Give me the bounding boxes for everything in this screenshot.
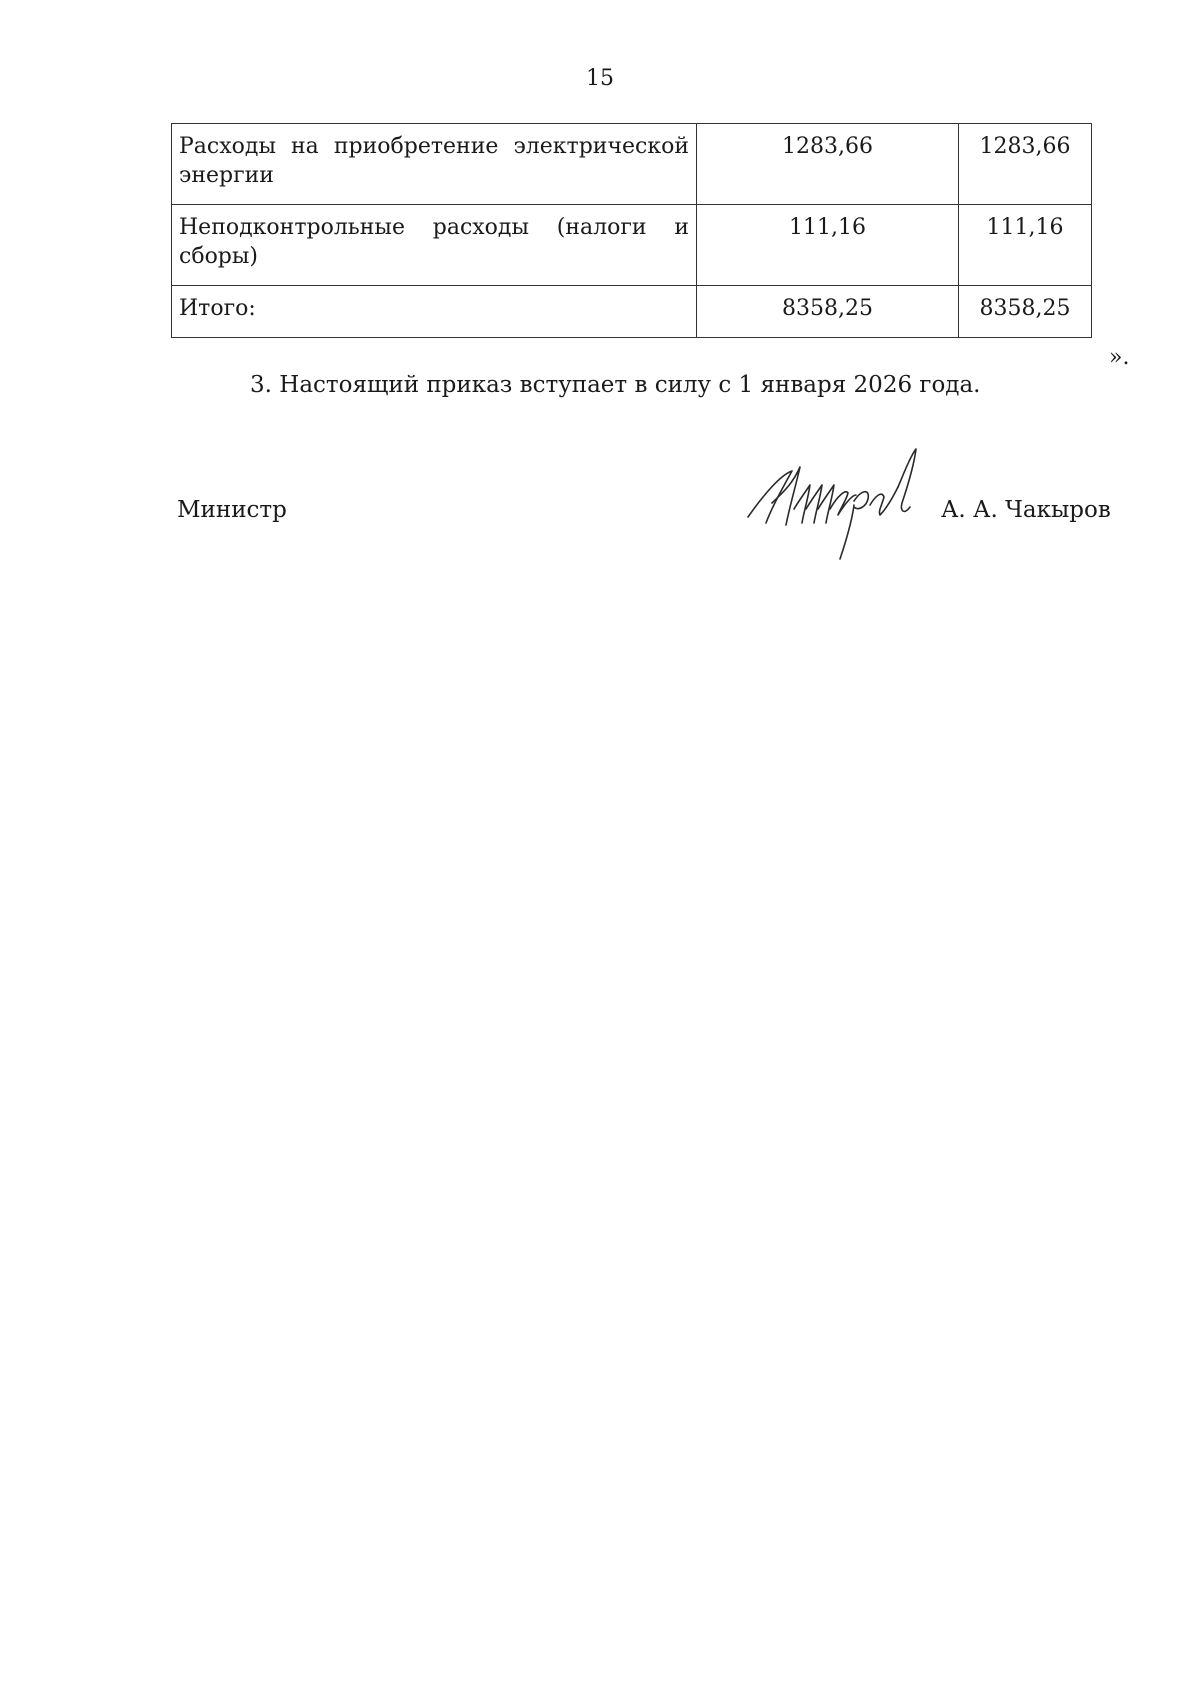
row-value-2-cell: 1283,66 (959, 124, 1092, 205)
table-row (172, 124, 1092, 205)
total-label-cell: Итого: (172, 286, 697, 338)
closing-quote: ». (1109, 345, 1130, 370)
total-value-2-cell: 8358,25 (959, 286, 1092, 338)
row-value-1-cell: 111,16 (697, 205, 959, 286)
handwritten-signature-icon (742, 445, 932, 565)
total-value-1-cell: 8358,25 (697, 286, 959, 338)
cost-table (171, 123, 1092, 338)
row-name-cell: Неподконтрольные расходы (налоги и сборы) (172, 205, 697, 286)
position-title: Министр (177, 497, 287, 523)
signer-name: А. А. Чакыров (941, 497, 1111, 523)
row-value-2-cell: 111,16 (959, 205, 1092, 286)
effective-date-clause: 3. Настоящий приказ вступает в силу с 1 января 2026 года. (250, 372, 981, 398)
row-name-cell: Расходы на приобретение электрической энергии (172, 124, 697, 205)
table-row (172, 205, 1092, 286)
row-value-1-cell: 1283,66 (697, 124, 959, 205)
page-number: 15 (586, 66, 614, 91)
table-row-total (172, 286, 1092, 338)
